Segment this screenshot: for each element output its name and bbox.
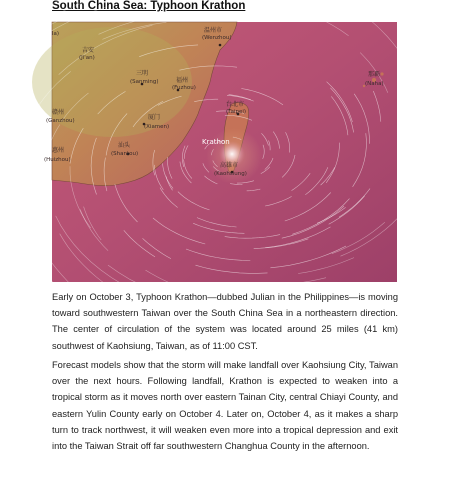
label-kaohsiung-en: (Kaohsiung) bbox=[214, 171, 247, 177]
label-xiamen-en: (Xiamen) bbox=[144, 124, 170, 130]
label-fuzhou-en: (Fuzhou) bbox=[172, 85, 196, 91]
wind-streamline bbox=[0, 129, 5, 187]
wind-streamline bbox=[0, 60, 35, 122]
label-taipei-zh: 台北市 bbox=[226, 101, 245, 108]
article-paragraph: Early on October 3, Typhoon Krathon—dubbed Julian in the Philippines—is moving toward southwestern Taiwan over the South China Sea in a northeastern direction. The center of circulation of the system was located around 25 miles (41 km) southwest of Kaohsiung, Taiwan, as of 11:00 CST. bbox=[52, 292, 398, 351]
label-shantou-en: (Shantou) bbox=[111, 151, 139, 157]
label-huizhou-en: (Huizhou) bbox=[44, 157, 71, 163]
label-fuzhou-zh: 福州 bbox=[176, 77, 189, 84]
label-ganzhou-en: (Ganzhou) bbox=[46, 118, 75, 124]
label-taipei-en: (Taipei) bbox=[226, 109, 247, 115]
label-edge-la: la) bbox=[52, 31, 60, 37]
article-paragraph: Forecast models show that the storm will make landfall over Kaohsiung City, Taiwan over the next hours. Following landfall, Krathon is expected to weaken into a tropical storm as it moves north over eastern Tainan City, central Chiayi County, and eastern Yulin County early on October 4. Later on, October 4, as it makes a sharp turn to track northwest, it will weaken even more into a tropical depression and exit into the Taiwan Strait off far southwestern Changhua County in the afternoon. bbox=[52, 360, 398, 452]
label-xiamen-zh: 厦门 bbox=[148, 114, 161, 121]
label-huizhou-zh: 惠州 bbox=[52, 147, 65, 154]
label-kaohsiung-zh: 高雄市 bbox=[220, 162, 239, 169]
label-sanming-zh: 三明 bbox=[136, 70, 149, 77]
label-naha-zh: 那覇 bbox=[368, 71, 381, 78]
wind-streamline bbox=[30, 130, 39, 196]
wind-streamline bbox=[181, 16, 230, 20]
article-title: South China Sea: Typhoon Krathon bbox=[52, 0, 246, 12]
wind-streamline bbox=[402, 120, 418, 195]
wind-streamline bbox=[6, 169, 9, 218]
label-shantou-zh: 汕头 bbox=[118, 142, 131, 149]
label-naha-en: (Naha) bbox=[365, 81, 384, 87]
label-jian-en: (Ji'an) bbox=[79, 55, 95, 61]
label-ganzhou-zh: 赣州 bbox=[52, 109, 65, 116]
wind-streamline bbox=[421, 71, 438, 140]
wind-streamline bbox=[420, 83, 431, 145]
weather-map[interactable] bbox=[44, 22, 397, 282]
label-jian-zh: 吉安 bbox=[82, 47, 95, 54]
label-wenzhou-zh: 温州市 bbox=[204, 27, 223, 34]
storm-label: Krathon bbox=[202, 138, 230, 146]
label-wenzhou-en: (Wenzhou) bbox=[202, 35, 232, 41]
label-sanming-en: (Sanming) bbox=[130, 79, 159, 85]
wind-streamline bbox=[390, 0, 452, 73]
wind-streamline bbox=[316, 0, 394, 19]
